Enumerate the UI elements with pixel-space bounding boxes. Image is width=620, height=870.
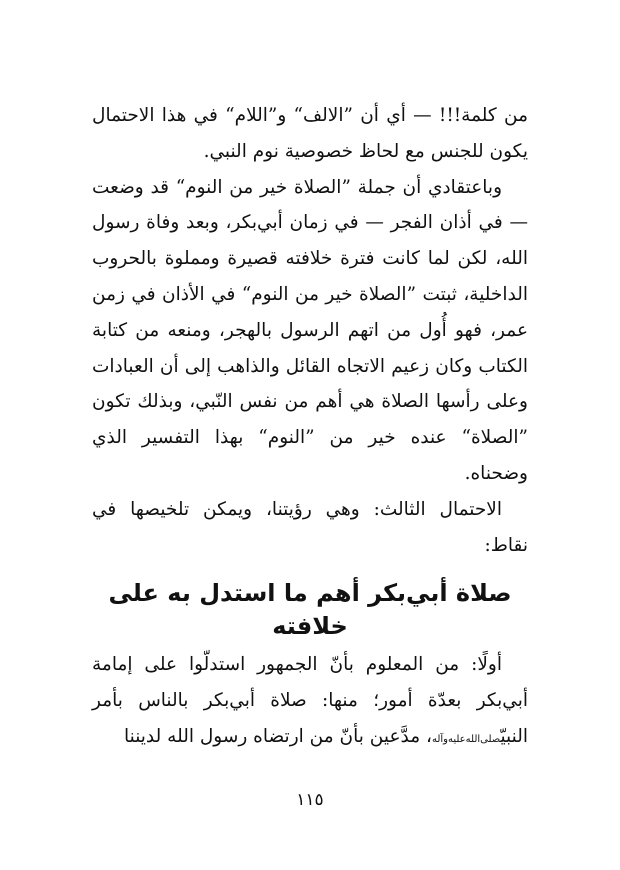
section-heading: صلاة أبي‌بكر أهم ما استدل به على خلافته [108, 579, 512, 641]
body-text [92, 98, 528, 758]
paragraph-1: من كلمة!!! — أي أن ”الالف“ و”اللام“ في هذا الاحتمال يكون للجنس مع لحاظ خصوصية نوم النبي. [92, 105, 528, 162]
honorific-text: صلی‌الله‌علیه‌وآله [431, 733, 501, 745]
paragraph-4-end: ، مدَّعين بأنّ من ارتضاه رسول الله لديننا [123, 725, 432, 747]
paragraph-2: وباعتقادي أن جملة ”الصلاة خير من النوم“ قد وضعت — في أذان الفجر — في زمان أبي‌بكر، وبعد وفاة رسول الله، لكن لما كانت فترة خلافته قصيرة ومملوة بالحروب الداخلية، ثبتت ”الصلاة خير من النوم“ في الأذان في زمن عمر، فهو أُول من اتهم الرسول بالهجر، ومنعه من كتابة الكتاب وكان زعيم الاتجاه القائل والذاهب إلى أن العبادات وعلى رأسها الصلاة هي أهم من نفس النّبي، وبذلك تكون ”الصلاة“ عنده خير من ”النوم“ بهذا التفسير الذي وضحناه. [92, 176, 528, 484]
paragraph-4 [92, 647, 528, 757]
page-number: ١١٥ [296, 790, 324, 810]
paragraph-3: الاحتمال الثالث: وهي رؤيتنا، ويمكن تلخيصها في نقاط: [92, 498, 528, 556]
paragraph-4-start: أولًا: من المعلوم بأنّ الجمهور استدلّوا على إمامة أبي‌بكر بعدّة أمور؛ منها: صلاة أبي‌بكر بالناس بأمر النبيّ [92, 654, 528, 747]
